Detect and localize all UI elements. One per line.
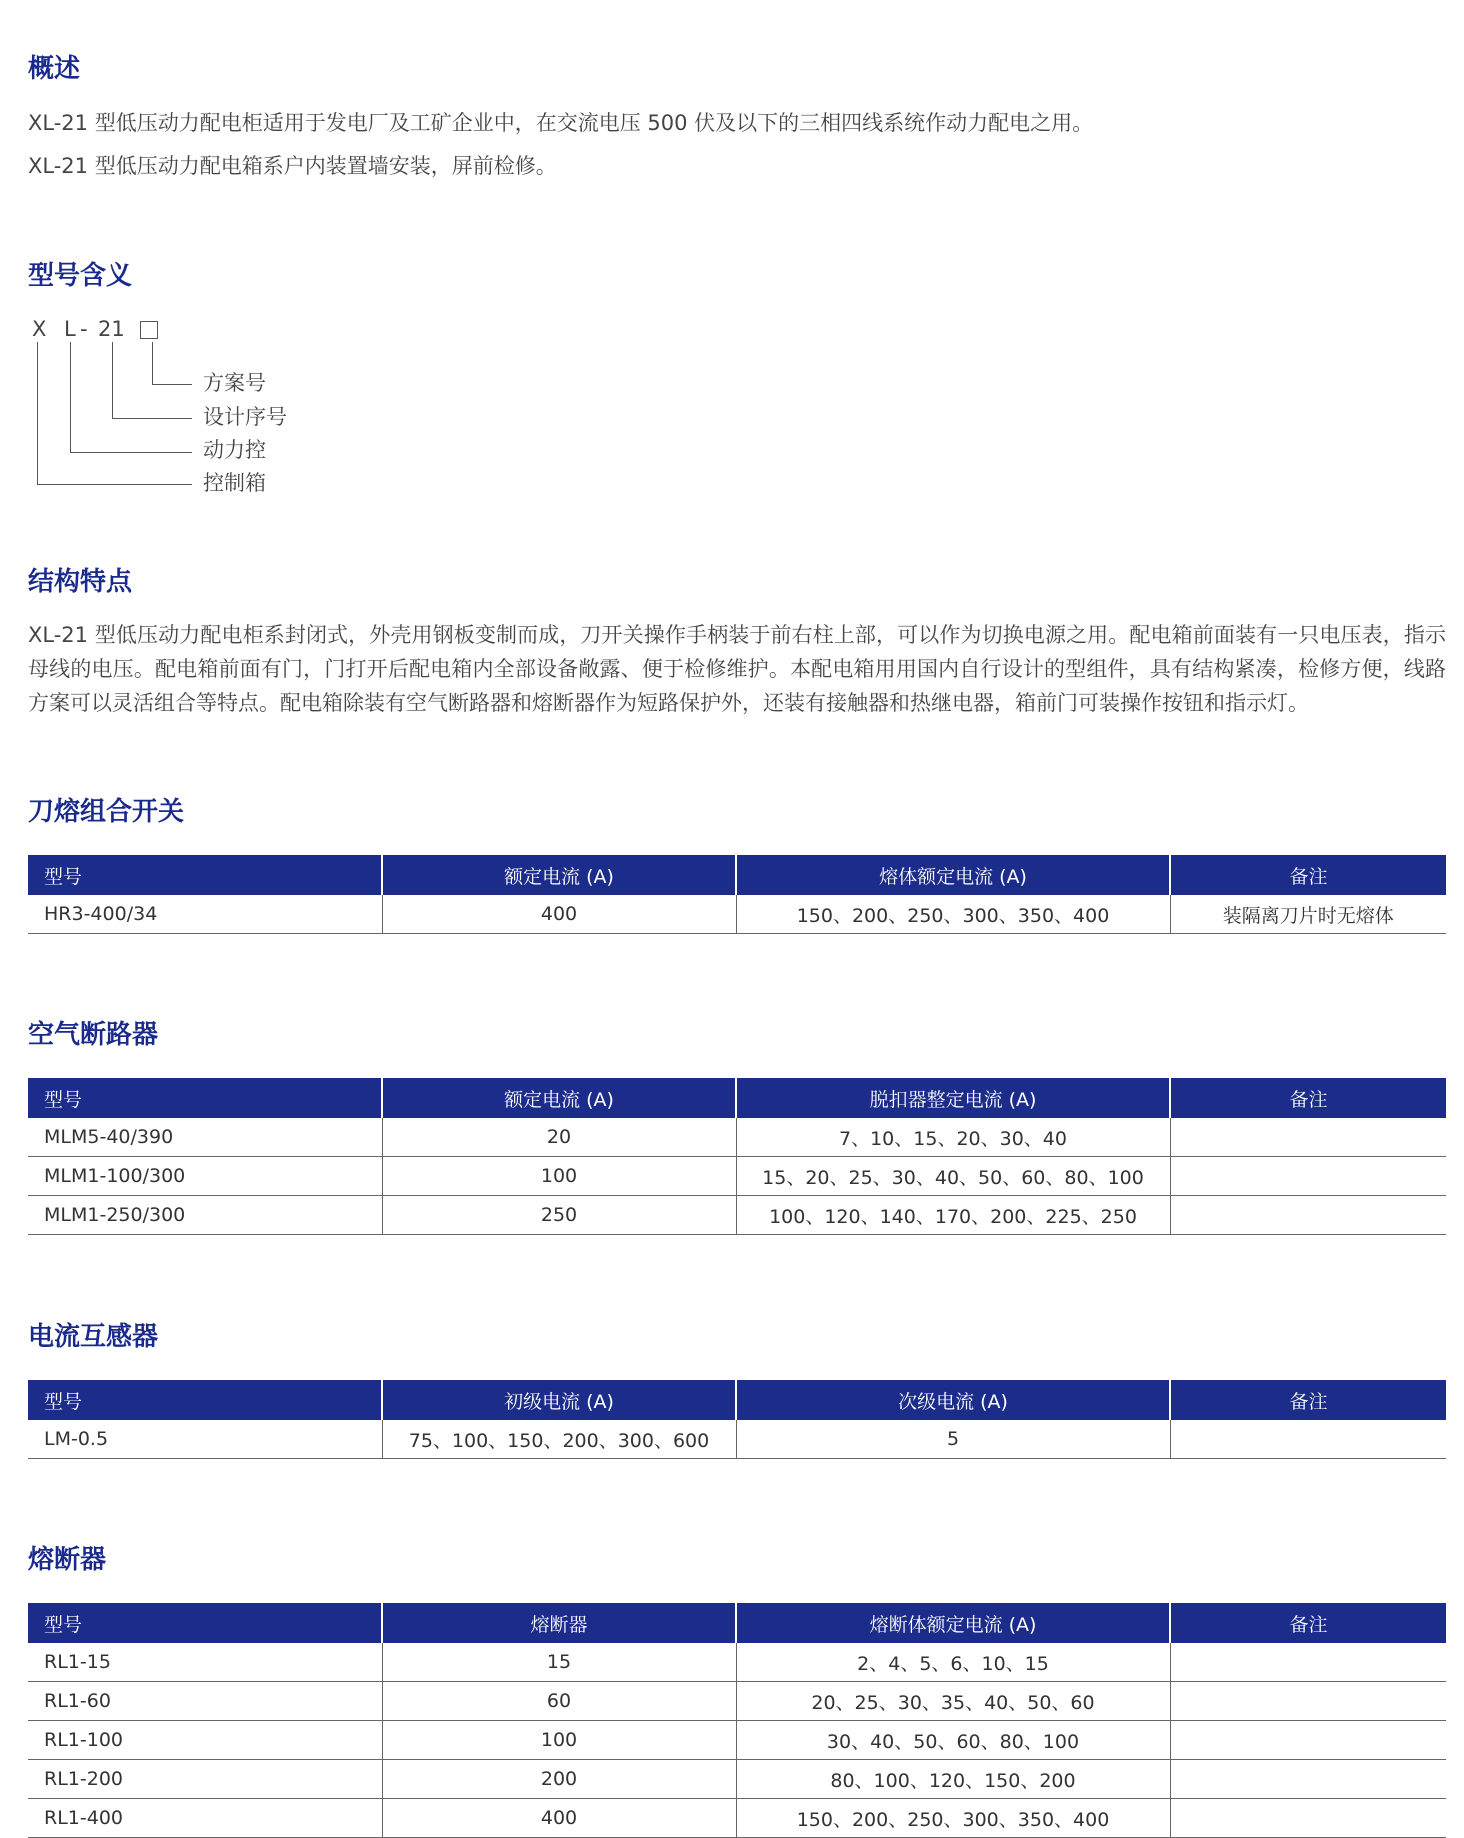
column-header: 熔体额定电流 (A) bbox=[736, 855, 1170, 895]
table-row bbox=[28, 1643, 1446, 1682]
code-l: L bbox=[64, 317, 76, 341]
table-cell: 200 bbox=[382, 1760, 736, 1799]
table-cell bbox=[1170, 1799, 1446, 1838]
table-cell: MLM1-250/300 bbox=[28, 1196, 382, 1235]
column-header: 额定电流 (A) bbox=[382, 855, 736, 895]
code-dash: - bbox=[80, 317, 88, 341]
table-cell bbox=[1170, 1643, 1446, 1682]
table-header-row bbox=[28, 1603, 1446, 1643]
table-cell: HR3-400/34 bbox=[28, 895, 382, 934]
overview-title: 概述 bbox=[28, 54, 81, 84]
table-header-row bbox=[28, 1078, 1446, 1118]
knife-fuse-title: 刀熔组合开关 bbox=[28, 797, 185, 827]
table-cell bbox=[1170, 1420, 1446, 1459]
table-cell bbox=[1170, 1118, 1446, 1157]
table-cell: 15、20、25、30、40、50、60、80、100 bbox=[736, 1157, 1170, 1196]
table-cell: 400 bbox=[382, 1799, 736, 1838]
label-control-box: 控制箱 bbox=[203, 471, 266, 495]
table-header-row bbox=[28, 1380, 1446, 1420]
table-cell: 装隔离刀片时无熔体 bbox=[1170, 895, 1446, 934]
overview-line-1: XL-21 型低压动力配电柜适用于发电厂及工矿企业中，在交流电压 500 伏及以下的三相四线系统作动力配电之用。 bbox=[28, 111, 1094, 135]
breaker-title: 空气断路器 bbox=[28, 1020, 159, 1050]
label-power-control: 动力控 bbox=[203, 438, 266, 462]
table-cell: 150、200、250、300、350、400 bbox=[736, 1799, 1170, 1838]
label-scheme-no: 方案号 bbox=[203, 371, 266, 395]
table-cell: 15 bbox=[382, 1643, 736, 1682]
table-cell: 30、40、50、60、80、100 bbox=[736, 1721, 1170, 1760]
table-row bbox=[28, 1196, 1446, 1235]
table-cell: MLM5-40/390 bbox=[28, 1118, 382, 1157]
column-header: 备注 bbox=[1170, 1078, 1446, 1118]
column-header: 熔断器 bbox=[382, 1603, 736, 1643]
table-cell: MLM1-100/300 bbox=[28, 1157, 382, 1196]
table-row bbox=[28, 1157, 1446, 1196]
table-cell: 150、200、250、300、350、400 bbox=[736, 895, 1170, 934]
table-cell: 20 bbox=[382, 1118, 736, 1157]
column-header: 次级电流 (A) bbox=[736, 1380, 1170, 1420]
table-row bbox=[28, 895, 1446, 934]
table-row bbox=[28, 1721, 1446, 1760]
table-cell: LM-0.5 bbox=[28, 1420, 382, 1459]
column-header: 熔断体额定电流 (A) bbox=[736, 1603, 1170, 1643]
table-cell: 100 bbox=[382, 1721, 736, 1760]
table-cell bbox=[1170, 1721, 1446, 1760]
table-cell: 20、25、30、35、40、50、60 bbox=[736, 1682, 1170, 1721]
column-header: 型号 bbox=[28, 1603, 382, 1643]
column-header: 备注 bbox=[1170, 1380, 1446, 1420]
ct-title: 电流互感器 bbox=[28, 1322, 159, 1352]
table-cell: 75、100、150、200、300、600 bbox=[382, 1420, 736, 1459]
table-cell bbox=[1170, 1196, 1446, 1235]
model-code-diagram bbox=[28, 314, 348, 494]
code-x: X bbox=[32, 317, 47, 341]
table-cell bbox=[1170, 1157, 1446, 1196]
table-row bbox=[28, 1799, 1446, 1838]
table-cell: RL1-400 bbox=[28, 1799, 382, 1838]
structure-text: XL-21 型低压动力配电柜系封闭式，外壳用钢板变制而成，刀开关操作手柄装于前右柱上部，可以作为切换电源之用。配电箱前面装有一只电压表，指示母线的电压。配电箱前面有门，门打开后配电箱内全部设备敞露、便于检修维护。本配电箱用用国内自行设计的型组件，具有结构紧凑，检修方便，线路方案可以灵活组合等特点。配电箱除装有空气断路器和熔断器作为短路保护外，还装有接触器和热继电器，箱前门可装操作按钮和指示灯。 bbox=[28, 623, 1446, 715]
fuse-title: 熔断器 bbox=[28, 1545, 107, 1575]
table-cell: RL1-100 bbox=[28, 1721, 382, 1760]
table-header-row bbox=[28, 855, 1446, 895]
table-cell: RL1-15 bbox=[28, 1643, 382, 1682]
table-row bbox=[28, 1420, 1446, 1459]
table-cell: 2、4、5、6、10、15 bbox=[736, 1643, 1170, 1682]
table-cell: 5 bbox=[736, 1420, 1170, 1459]
table-cell: 7、10、15、20、30、40 bbox=[736, 1118, 1170, 1157]
label-design-no: 设计序号 bbox=[203, 405, 287, 429]
table-cell: RL1-200 bbox=[28, 1760, 382, 1799]
column-header: 额定电流 (A) bbox=[382, 1078, 736, 1118]
table-cell bbox=[1170, 1760, 1446, 1799]
table-row bbox=[28, 1760, 1446, 1799]
knife-fuse-table bbox=[28, 855, 1446, 934]
column-header: 备注 bbox=[1170, 855, 1446, 895]
column-header: 型号 bbox=[28, 855, 382, 895]
structure-title: 结构特点 bbox=[28, 567, 133, 597]
overview-line-2: XL-21 型低压动力配电箱系户内装置墙安装，屏前检修。 bbox=[28, 154, 557, 178]
table-cell: 100 bbox=[382, 1157, 736, 1196]
table-row bbox=[28, 1118, 1446, 1157]
table-cell: 100、120、140、170、200、225、250 bbox=[736, 1196, 1170, 1235]
ct-table bbox=[28, 1380, 1446, 1459]
column-header: 备注 bbox=[1170, 1603, 1446, 1643]
table-cell bbox=[1170, 1682, 1446, 1721]
fuse-table bbox=[28, 1603, 1446, 1838]
table-cell: 250 bbox=[382, 1196, 736, 1235]
breaker-table bbox=[28, 1078, 1446, 1235]
column-header: 型号 bbox=[28, 1078, 382, 1118]
table-cell: 60 bbox=[382, 1682, 736, 1721]
column-header: 型号 bbox=[28, 1380, 382, 1420]
column-header: 初级电流 (A) bbox=[382, 1380, 736, 1420]
scheme-box bbox=[140, 321, 158, 339]
column-header: 脱扣器整定电流 (A) bbox=[736, 1078, 1170, 1118]
code-21: 21 bbox=[98, 317, 125, 341]
model-meaning-title: 型号含义 bbox=[28, 261, 133, 291]
table-row bbox=[28, 1682, 1446, 1721]
table-cell: 400 bbox=[382, 895, 736, 934]
table-cell: RL1-60 bbox=[28, 1682, 382, 1721]
table-cell: 80、100、120、150、200 bbox=[736, 1760, 1170, 1799]
